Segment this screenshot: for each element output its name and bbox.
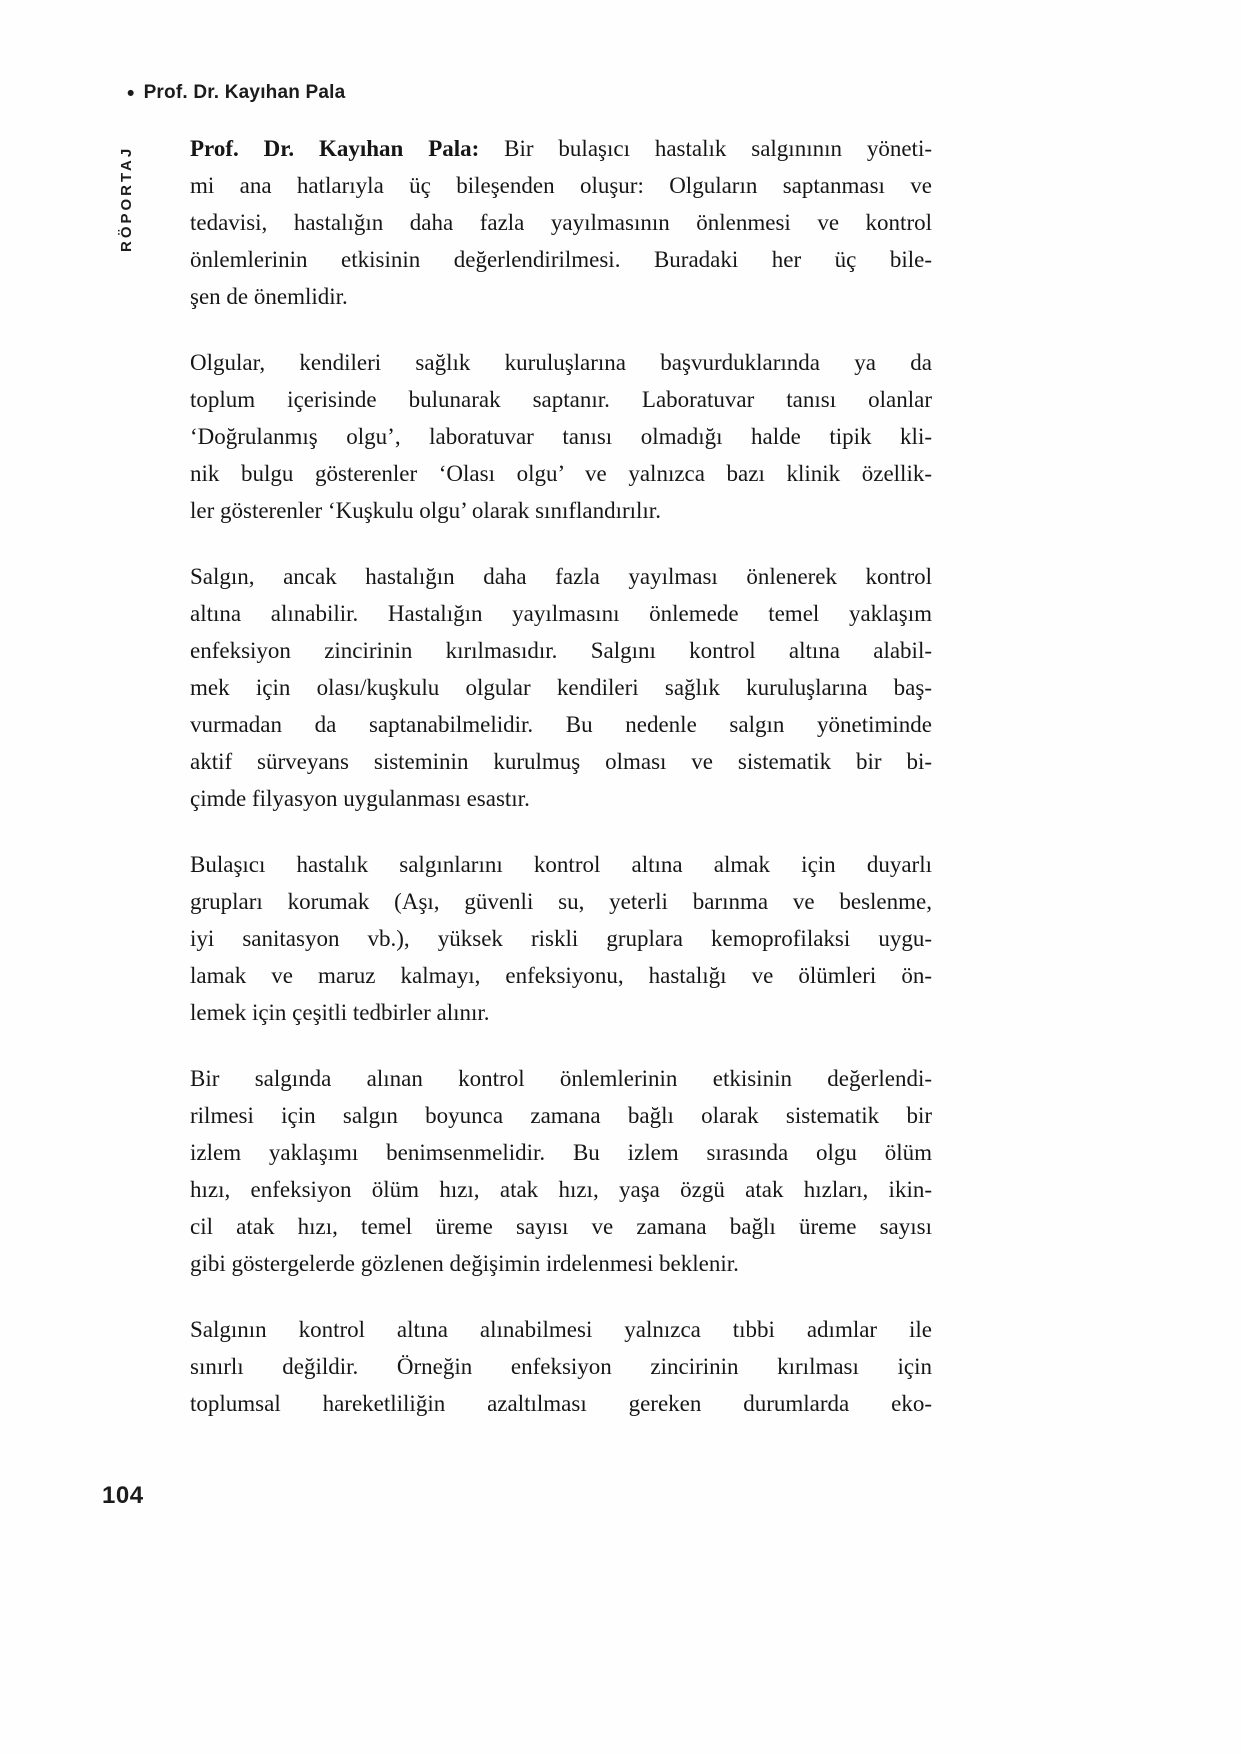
text-line: altına alınabilir. Hastalığın yayılmasını önlemede temel yaklaşım	[190, 601, 932, 626]
text-line: lemek için çeşitli tedbirler alınır.	[190, 1000, 490, 1025]
text-line: gibi göstergelerde gözlenen değişimin irdelenmesi beklenir.	[190, 1251, 739, 1276]
page-number: 104	[102, 1482, 144, 1509]
header-author: Prof. Dr. Kayıhan Pala	[143, 82, 346, 103]
body-text	[190, 130, 932, 1422]
text-line: sınırlı değildir. Örneğin enfeksiyon zincirinin kırılması için	[190, 1354, 932, 1379]
text-line: aktif sürveyans sisteminin kurulmuş olması ve sistematik bir bi-	[190, 749, 932, 774]
text-line: vurmadan da saptanabilmelidir. Bu nedenle salgın yönetiminde	[190, 712, 932, 737]
text-line: nik bulgu gösterenler ‘Olası olgu’ ve yalnızca bazı klinik özellik-	[190, 461, 932, 486]
text-line: lamak ve maruz kalmayı, enfeksiyonu, hastalığı ve ölümleri ön-	[190, 963, 932, 988]
text-line: önlemlerinin etkisinin değerlendirilmesi. Buradaki her üç bile-	[190, 247, 932, 272]
running-header	[127, 82, 345, 104]
header-bullet-icon: •	[127, 81, 135, 105]
text-line: Salgının kontrol altına alınabilmesi yalnızca tıbbi adımlar ile	[190, 1317, 932, 1342]
text-line: Bir salgında alınan kontrol önlemlerinin etkisinin değerlendi-	[190, 1066, 932, 1091]
text-line: ler gösterenler ‘Kuşkulu olgu’ olarak sınıflandırılır.	[190, 498, 661, 523]
text-line: enfeksiyon zincirinin kırılmasıdır. Salgını kontrol altına alabil-	[190, 638, 932, 663]
text-line: grupları korumak (Aşı, güvenli su, yeterli barınma ve beslenme,	[190, 889, 932, 914]
text-line: hızı, enfeksiyon ölüm hızı, atak hızı, yaşa özgü atak hızları, ikin-	[190, 1177, 932, 1202]
text-line: rilmesi için salgın boyunca zamana bağlı olarak sistematik bir	[190, 1103, 932, 1128]
text-line	[190, 130, 932, 167]
paragraph	[190, 1060, 932, 1282]
paragraph	[190, 130, 932, 315]
text-line: mi ana hatlarıyla üç bileşenden oluşur: Olguların saptanması ve	[190, 173, 932, 198]
text-line: Salgın, ancak hastalığın daha fazla yayılması önlenerek kontrol	[190, 564, 932, 589]
text-line: şen de önemlidir.	[190, 284, 348, 309]
text-line: Bulaşıcı hastalık salgınlarını kontrol altına almak için duyarlı	[190, 852, 932, 877]
text-line: toplumsal hareketliliğin azaltılması gereken durumlarda eko-	[190, 1391, 932, 1416]
speaker-name: Prof. Dr. Kayıhan Pala:	[190, 136, 480, 161]
speaker-text-start: Bir bulaşıcı hastalık salgınının yöneti-	[479, 136, 932, 161]
paragraph	[190, 846, 932, 1031]
text-line: mek için olası/kuşkulu olgular kendileri sağlık kuruluşlarına baş-	[190, 675, 932, 700]
paragraph	[190, 558, 932, 817]
section-label-vertical: RÖPORTAJ	[118, 145, 135, 252]
text-line: cil atak hızı, temel üreme sayısı ve zamana bağlı üreme sayısı	[190, 1214, 932, 1239]
paragraph	[190, 344, 932, 529]
text-line: çimde filyasyon uygulanması esastır.	[190, 786, 530, 811]
text-line: toplum içerisinde bulunarak saptanır. Laboratuvar tanısı olanlar	[190, 387, 932, 412]
paragraph	[190, 1311, 932, 1422]
text-line: izlem yaklaşımı benimsenmelidir. Bu izlem sırasında olgu ölüm	[190, 1140, 932, 1165]
text-line: tedavisi, hastalığın daha fazla yayılmasının önlenmesi ve kontrol	[190, 210, 932, 235]
text-line: ‘Doğrulanmış olgu’, laboratuvar tanısı olmadığı halde tipik kli-	[190, 424, 932, 449]
text-line: iyi sanitasyon vb.), yüksek riskli gruplara kemoprofilaksi uygu-	[190, 926, 932, 951]
text-line: Olgular, kendileri sağlık kuruluşlarına başvurduklarında ya da	[190, 350, 932, 375]
